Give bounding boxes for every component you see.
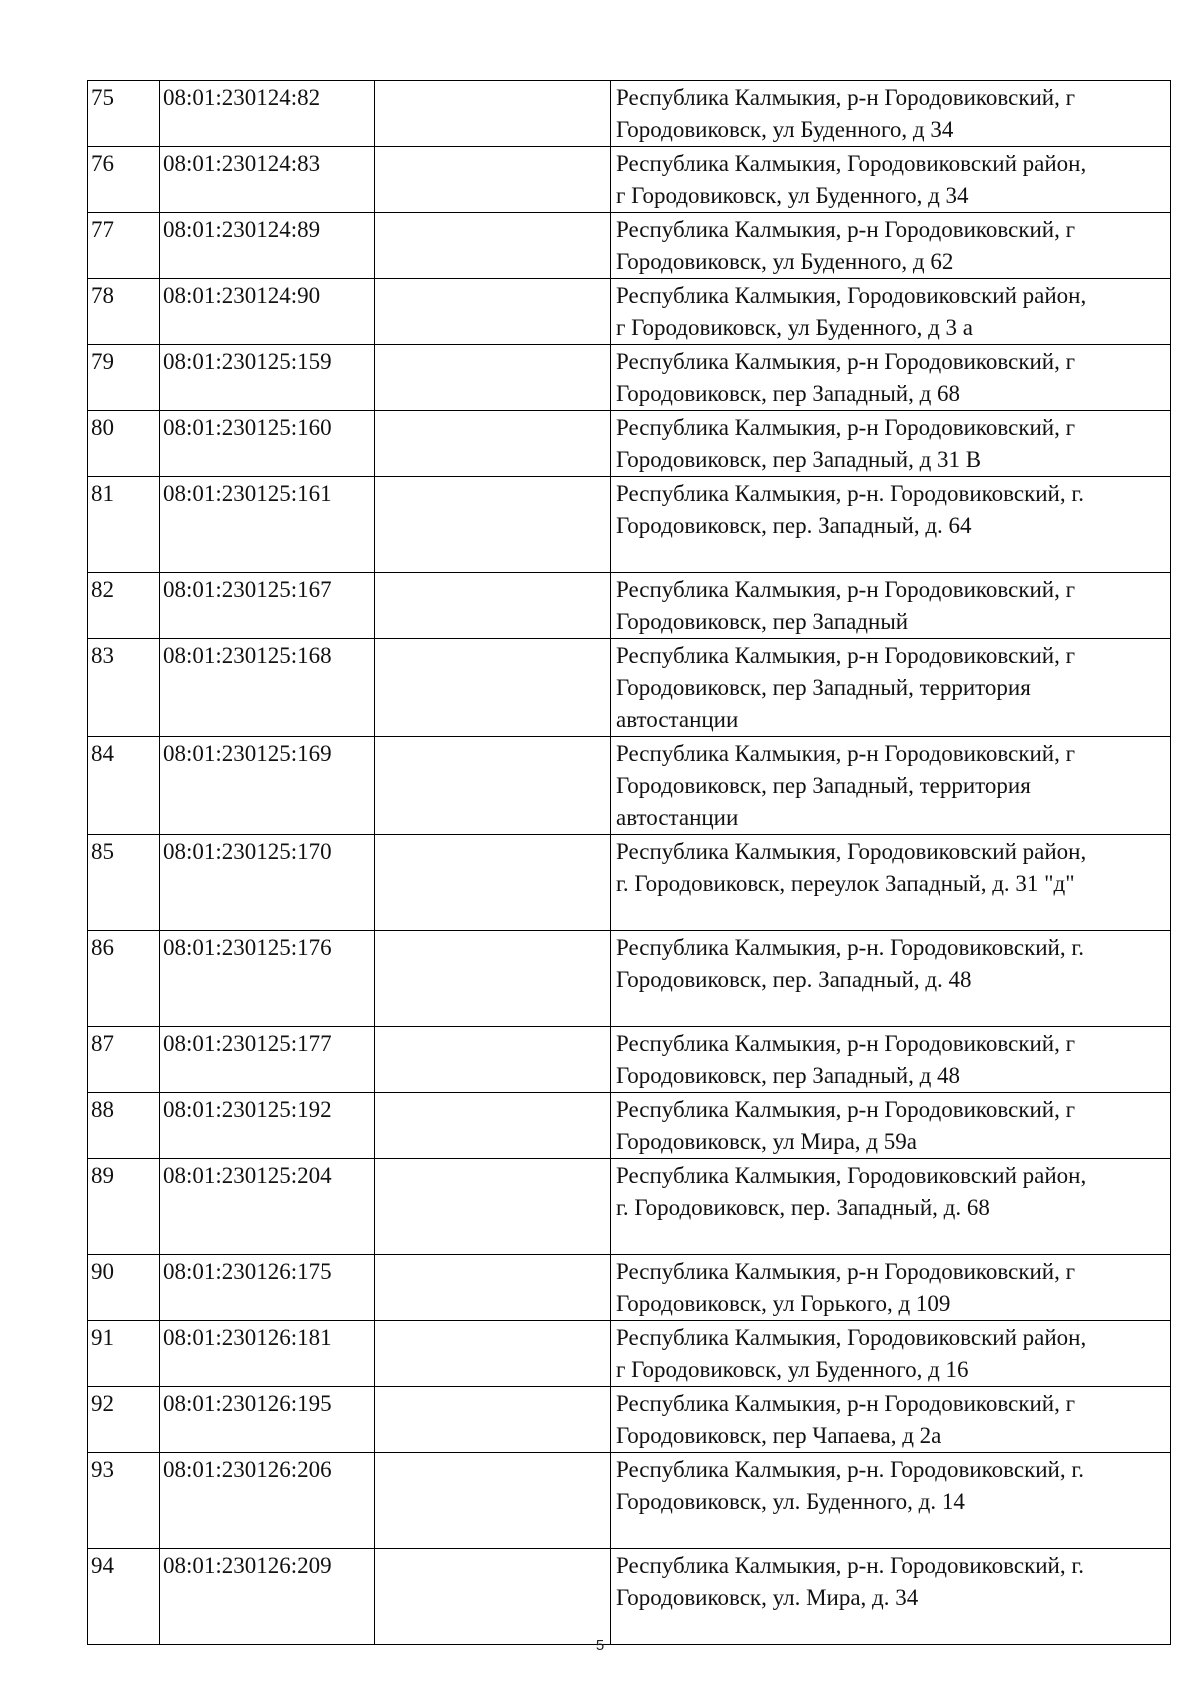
address-line: автостанции [616, 805, 739, 830]
row-number-cell: 77 [88, 213, 160, 279]
address-cell [611, 1549, 1171, 1645]
row-number-cell: 78 [88, 279, 160, 345]
cadastral-number-cell: 08:01:230124:89 [160, 213, 375, 279]
address-line: Республика Калмыкия, р-н Городовиковский, г [616, 1259, 1076, 1284]
address-line: Республика Калмыкия, р-н Городовиковский, г [616, 415, 1076, 440]
row-number-cell: 89 [88, 1159, 160, 1255]
row-number-cell: 87 [88, 1027, 160, 1093]
cadastral-number-cell: 08:01:230126:181 [160, 1321, 375, 1387]
address-line: Городовиковск, ул Мира, д 59а [616, 1129, 917, 1154]
table-row [88, 835, 1171, 931]
cadastral-number-cell: 08:01:230125:169 [160, 737, 375, 835]
address-cell [611, 1453, 1171, 1549]
address-cell [611, 213, 1171, 279]
address-line: Республика Калмыкия, Городовиковский район, [616, 839, 1087, 864]
address-cell [611, 573, 1171, 639]
cadastral-number-cell: 08:01:230124:82 [160, 81, 375, 147]
address-line: Городовиковск, пер. Западный, д. 48 [616, 967, 972, 992]
row-number-cell: 76 [88, 147, 160, 213]
cadastral-number-cell: 08:01:230125:176 [160, 931, 375, 1027]
address-cell [611, 345, 1171, 411]
address-cell [611, 477, 1171, 573]
address-line: Городовиковск, пер Западный, д 31 В [616, 447, 982, 472]
address-line: Республика Калмыкия, р-н Городовиковский, г [616, 85, 1076, 110]
empty-cell [375, 477, 611, 573]
empty-cell [375, 931, 611, 1027]
address-cell [611, 639, 1171, 737]
cadastral-number-cell: 08:01:230125:192 [160, 1093, 375, 1159]
address-cell [611, 737, 1171, 835]
address-line: Городовиковск, ул Горького, д 109 [616, 1291, 951, 1316]
address-line: Республика Калмыкия, р-н Городовиковский, г [616, 577, 1076, 602]
row-number-cell: 82 [88, 573, 160, 639]
row-number-cell: 90 [88, 1255, 160, 1321]
address-line: Городовиковск, пер Западный, д 68 [616, 381, 961, 406]
address-line: г Городовиковск, ул Буденного, д 34 [616, 183, 969, 208]
address-line: Республика Калмыкия, Городовиковский район, [616, 151, 1087, 176]
address-cell [611, 1093, 1171, 1159]
empty-cell [375, 1387, 611, 1453]
table-row [88, 477, 1171, 573]
address-line: г Городовиковск, ул Буденного, д 3 а [616, 315, 973, 340]
address-line: Республика Калмыкия, р-н Городовиковский, г [616, 1391, 1076, 1416]
address-line: Городовиковск, ул Буденного, д 62 [616, 249, 954, 274]
row-number-cell: 92 [88, 1387, 160, 1453]
address-cell [611, 279, 1171, 345]
empty-cell [375, 737, 611, 835]
empty-cell [375, 573, 611, 639]
table-row [88, 345, 1171, 411]
address-cell [611, 835, 1171, 931]
cadastral-number-cell: 08:01:230124:83 [160, 147, 375, 213]
address-line: Городовиковск, ул. Мира, д. 34 [616, 1585, 919, 1610]
address-cell [611, 1159, 1171, 1255]
cadastral-number-cell: 08:01:230125:170 [160, 835, 375, 931]
empty-cell [375, 1093, 611, 1159]
cadastral-number-cell: 08:01:230126:206 [160, 1453, 375, 1549]
address-line: Республика Калмыкия, р-н Городовиковский, г [616, 1031, 1076, 1056]
cadastral-number-cell: 08:01:230126:195 [160, 1387, 375, 1453]
table-row [88, 1387, 1171, 1453]
address-cell [611, 1027, 1171, 1093]
table-row [88, 931, 1171, 1027]
table-row [88, 573, 1171, 639]
row-number-cell: 75 [88, 81, 160, 147]
table-row [88, 1027, 1171, 1093]
address-cell [611, 931, 1171, 1027]
table-row [88, 1159, 1171, 1255]
table-row [88, 411, 1171, 477]
table-row [88, 279, 1171, 345]
address-line: Республика Калмыкия, р-н. Городовиковский, г. [616, 481, 1084, 506]
table-row [88, 1549, 1171, 1645]
empty-cell [375, 279, 611, 345]
row-number-cell: 86 [88, 931, 160, 1027]
address-cell [611, 411, 1171, 477]
address-line: Республика Калмыкия, Городовиковский район, [616, 1325, 1087, 1350]
empty-cell [375, 213, 611, 279]
address-line: Городовиковск, пер Западный, д 48 [616, 1063, 961, 1088]
address-line: Республика Калмыкия, р-н Городовиковский, г [616, 741, 1076, 766]
table-row [88, 1453, 1171, 1549]
address-line: г Городовиковск, ул Буденного, д 16 [616, 1357, 969, 1382]
address-line: Республика Калмыкия, р-н Городовиковский, г [616, 217, 1076, 242]
row-number-cell: 79 [88, 345, 160, 411]
address-line: Республика Калмыкия, Городовиковский район, [616, 283, 1087, 308]
empty-cell [375, 1453, 611, 1549]
parcel-table [87, 80, 1171, 1645]
empty-cell [375, 345, 611, 411]
row-number-cell: 83 [88, 639, 160, 737]
row-number-cell: 80 [88, 411, 160, 477]
address-line: Городовиковск, пер Западный [616, 609, 909, 634]
empty-cell [375, 639, 611, 737]
cadastral-number-cell: 08:01:230126:209 [160, 1549, 375, 1645]
empty-cell [375, 1159, 611, 1255]
address-cell [611, 1321, 1171, 1387]
address-line: Республика Калмыкия, р-н. Городовиковский, г. [616, 935, 1084, 960]
cadastral-number-cell: 08:01:230124:90 [160, 279, 375, 345]
parcel-table-body [88, 81, 1171, 1645]
address-cell [611, 1387, 1171, 1453]
address-line: Республика Калмыкия, р-н Городовиковский, г [616, 643, 1076, 668]
address-line: Республика Калмыкия, р-н Городовиковский, г [616, 349, 1076, 374]
table-row [88, 1255, 1171, 1321]
address-line: г. Городовиковск, пер. Западный, д. 68 [616, 1195, 990, 1220]
address-line: Республика Калмыкия, р-н. Городовиковский, г. [616, 1457, 1084, 1482]
cadastral-number-cell: 08:01:230125:168 [160, 639, 375, 737]
table-row [88, 1093, 1171, 1159]
cadastral-number-cell: 08:01:230125:204 [160, 1159, 375, 1255]
address-line: Городовиковск, пер. Западный, д. 64 [616, 513, 972, 538]
address-line: Городовиковск, ул Буденного, д 34 [616, 117, 954, 142]
empty-cell [375, 411, 611, 477]
row-number-cell: 94 [88, 1549, 160, 1645]
table-row [88, 213, 1171, 279]
cadastral-number-cell: 08:01:230125:167 [160, 573, 375, 639]
cadastral-number-cell: 08:01:230125:160 [160, 411, 375, 477]
table-row [88, 639, 1171, 737]
cadastral-number-cell: 08:01:230125:159 [160, 345, 375, 411]
table-row [88, 147, 1171, 213]
row-number-cell: 93 [88, 1453, 160, 1549]
empty-cell [375, 81, 611, 147]
cadastral-number-cell: 08:01:230126:175 [160, 1255, 375, 1321]
cadastral-number-cell: 08:01:230125:177 [160, 1027, 375, 1093]
address-line: Городовиковск, пер Западный, территория [616, 773, 1031, 798]
address-cell [611, 147, 1171, 213]
empty-cell [375, 1027, 611, 1093]
row-number-cell: 81 [88, 477, 160, 573]
row-number-cell: 88 [88, 1093, 160, 1159]
address-line: автостанции [616, 707, 739, 732]
address-line: Городовиковск, ул. Буденного, д. 14 [616, 1489, 965, 1514]
address-line: Республика Калмыкия, р-н. Городовиковский, г. [616, 1553, 1084, 1578]
address-line: Республика Калмыкия, Городовиковский район, [616, 1163, 1087, 1188]
table-row [88, 1321, 1171, 1387]
address-line: Республика Калмыкия, р-н Городовиковский, г [616, 1097, 1076, 1122]
empty-cell [375, 1321, 611, 1387]
address-line: г. Городовиковск, переулок Западный, д. 31 "д" [616, 871, 1075, 896]
table-row [88, 737, 1171, 835]
cadastral-number-cell: 08:01:230125:161 [160, 477, 375, 573]
table-row [88, 81, 1171, 147]
row-number-cell: 91 [88, 1321, 160, 1387]
empty-cell [375, 1549, 611, 1645]
page-number: 5 [595, 1637, 605, 1654]
empty-cell [375, 835, 611, 931]
address-line: Городовиковск, пер Западный, территория [616, 675, 1031, 700]
address-cell [611, 81, 1171, 147]
empty-cell [375, 1255, 611, 1321]
address-cell [611, 1255, 1171, 1321]
empty-cell [375, 147, 611, 213]
address-line: Городовиковск, пер Чапаева, д 2а [616, 1423, 942, 1448]
row-number-cell: 85 [88, 835, 160, 931]
row-number-cell: 84 [88, 737, 160, 835]
